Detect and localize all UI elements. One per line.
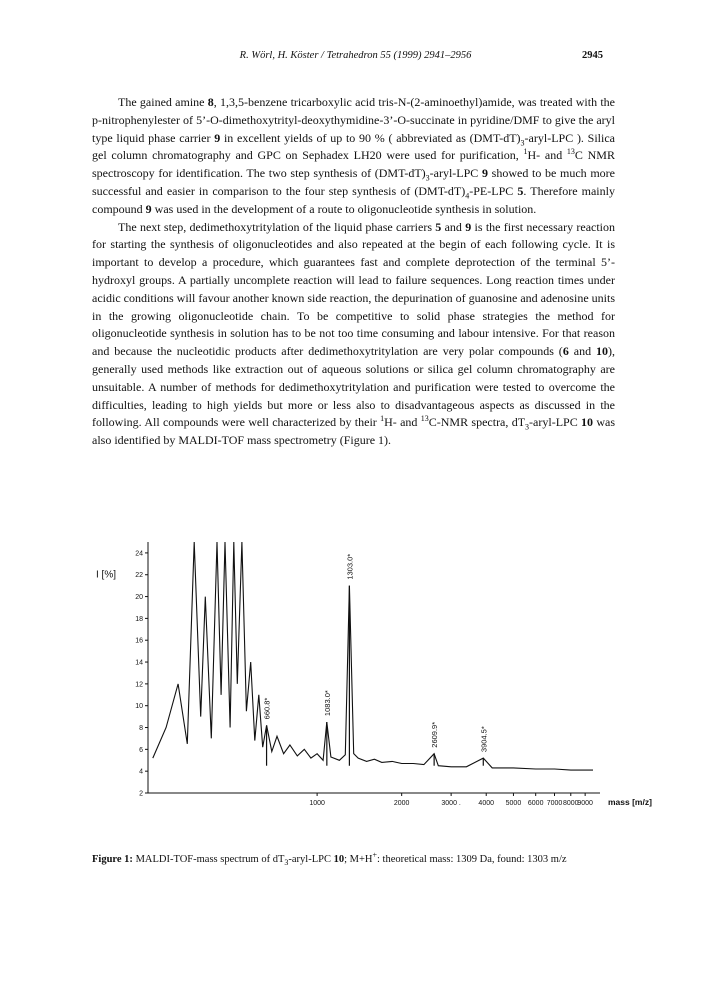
y-tick-label: 10 <box>135 703 143 711</box>
text-run: 3 <box>284 858 289 868</box>
x-axis-label: mass [m/z] <box>608 797 652 807</box>
text-run: 4 <box>465 191 470 201</box>
y-tick-label: 6 <box>139 746 143 754</box>
text-run: 9 <box>145 201 152 216</box>
x-tick-label: 2000 <box>393 800 410 807</box>
text-run: 1 <box>380 414 385 424</box>
x-tick-label: 8000 <box>562 800 579 807</box>
x-tick-label: 3000 . <box>441 800 461 807</box>
text-run: 3 <box>520 137 525 147</box>
text-run: , 1,3,5-benzene tricarboxylic acid tris-N-(2-aminoethyl)amide, was treated with the p-nitrophenylester of 5’-O-dimethoxytrityl-deoxythymidine-3’-O-succinate in pyridine/DMF to give the aryl type liquid phase carrier <box>92 95 615 145</box>
x-tick-label: 7000 <box>546 800 563 807</box>
peak-label: 660.8* <box>262 697 272 720</box>
x-tick-label: 4000 <box>478 800 495 807</box>
y-tick-label: 12 <box>135 681 143 689</box>
y-tick-label: 4 <box>139 768 143 776</box>
text-run: The gained amine <box>118 95 208 109</box>
y-tick-label: 20 <box>135 594 143 602</box>
text-run: ; M+H <box>344 854 373 865</box>
y-tick-label: 16 <box>135 637 143 645</box>
y-axis-label: I [%] <box>96 569 117 581</box>
y-tick-label: 14 <box>135 659 143 667</box>
text-run: in excellent yields of up to 90 % ( abbreviated as (DMT-dT) <box>220 130 521 145</box>
text-run: is the first necessary reaction for starting the synthesis of oligonucleotides and also repeated at the begin of each following cycle. It is important to develop a procedure, which guarantees fast and complete deprotection of the terminal 5’-hydroxyl groups. A partially uncomplete reaction will lead to failure sequences. Long reaction times under acidic conditions will favour another known side reaction, the depurination of guanosine and adenosine units in the growing oligonucleotide chain. To be competitive to solid phase strategies the method for oligonucleotide synthesis in solution has to be not too time consuming and labour intensive. For that reason and because the nucleotidic products after dedimethoxytritylation are very polar compounds ( <box>92 219 616 359</box>
running-head: R. Wörl, H. Köster / Tetrahedron 55 (1999) 2941–2956 <box>239 50 472 61</box>
text-run: 9 <box>214 130 221 145</box>
text-run: 13 <box>566 147 575 157</box>
caption-text <box>132 850 567 868</box>
figure-caption <box>92 850 632 868</box>
y-tick-label: 18 <box>135 615 143 623</box>
text-run: showed to be much more successful and easier in comparison to the four step synthesis of (DMT-dT) <box>92 166 616 198</box>
peak-label: 3904.5* <box>479 726 489 753</box>
text-run: was used in the development of a route to oligonucleotide synthesis in solution. <box>151 201 537 216</box>
text-run: + <box>372 850 377 860</box>
text-run: 3 <box>525 422 530 432</box>
spectrum-trace <box>153 542 593 770</box>
text-run: 8 <box>207 95 214 109</box>
text-run: H- and <box>527 148 567 163</box>
text-run: -aryl-LPC <box>288 854 334 865</box>
text-run: and <box>568 344 597 359</box>
x-tick-label: 6000 <box>527 800 544 807</box>
text-run: : theoretical mass: 1309 Da, found: 1303 m/z <box>377 854 567 865</box>
text-run: 9 <box>465 219 472 234</box>
text-run: 5 <box>517 183 524 198</box>
paragraph-2 <box>92 219 615 450</box>
y-tick-label: 2 <box>139 790 143 798</box>
peak-label: 1083.0* <box>322 690 332 717</box>
y-tick-label: 24 <box>135 550 143 558</box>
maldi-spectrum-chart <box>88 536 652 836</box>
text-run: 5 <box>435 219 442 234</box>
y-tick-label: 8 <box>139 725 143 733</box>
text-run: 10 <box>581 415 594 430</box>
text-run: ), generally used methods like extraction out of aqueous solutions or silica gel column chromatography are unsuitable. A number of methods for dedimethoxytritylation and purification were tested to overcome the difficulties, leading to high yields but more or less also to disadvantageous aspects as discussed in the following. All compounds were well characterized by their <box>92 344 616 430</box>
text-run: 10 <box>596 344 609 359</box>
x-tick-label: 1000 <box>309 800 325 807</box>
text-run: H- and <box>384 415 421 430</box>
text-run: 10 <box>333 854 345 865</box>
text-run: 1 <box>523 147 528 157</box>
text-run: MALDI-TOF-mass spectrum of dT <box>132 854 285 865</box>
text-run: 9 <box>482 166 488 181</box>
text-run: C-NMR spectra, dT <box>428 415 526 430</box>
paragraph-1 <box>92 94 615 219</box>
text-run: and <box>441 219 466 234</box>
text-run: was also identified by MALDI-TOF mass spectrometry (Figure 1). <box>92 415 616 448</box>
body-text <box>92 94 615 450</box>
page-header <box>108 50 603 66</box>
caption-lead: Figure 1: <box>92 854 133 865</box>
x-tick-label: 9000 <box>577 800 593 807</box>
text-run: -aryl-LPC ). Silica gel column chromatography and GPC on Sephadex LH20 were used for purification, <box>92 130 615 163</box>
text-run: -PE-LPC <box>469 183 518 198</box>
text-run: 13 <box>420 414 429 424</box>
text-run: 3 <box>425 173 430 183</box>
text-run: The next step, dedimethoxytritylation of the liquid phase carriers <box>118 219 436 234</box>
text-run: . Therefore mainly compound <box>92 183 615 216</box>
page-number: 2945 <box>582 50 603 61</box>
text-run: -aryl-LPC <box>429 166 482 181</box>
x-tick-label: 5000 <box>505 800 522 807</box>
peak-label: 1303.0* <box>345 553 355 580</box>
peak-label: 2609.9* <box>430 721 440 748</box>
figure-1 <box>88 536 652 836</box>
text-run: C NMR spectroscopy for identification. The two step synthesis of (DMT-dT) <box>92 148 615 181</box>
text-run: 6 <box>562 344 569 359</box>
y-tick-label: 22 <box>135 572 143 580</box>
text-run: -aryl-LPC <box>529 415 582 430</box>
